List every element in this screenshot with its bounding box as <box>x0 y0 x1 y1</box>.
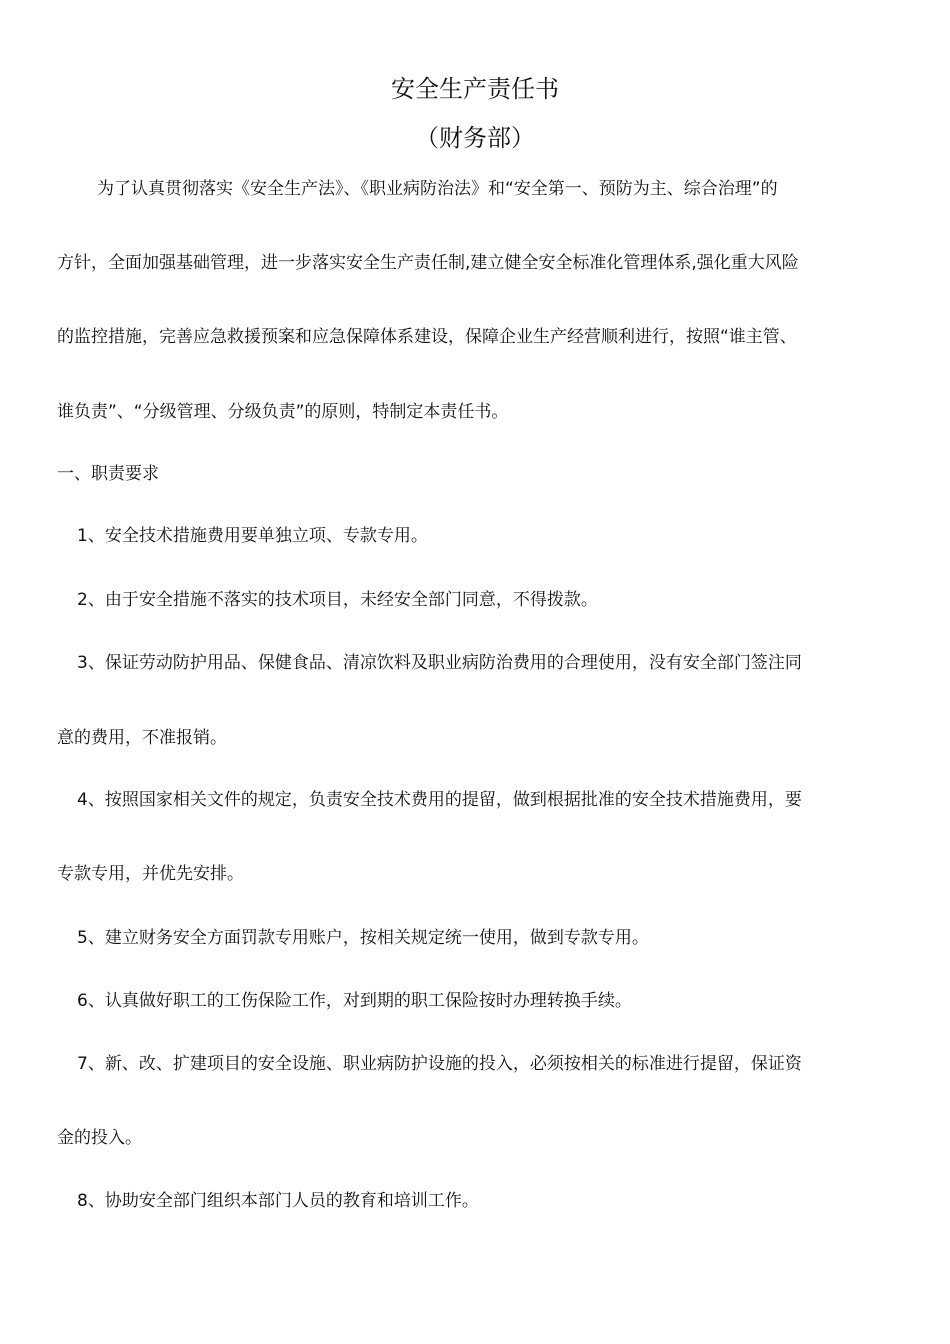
list-item: 2、由于安全措施不落实的技术项目，未经安全部门同意，不得拨款。 <box>77 590 598 610</box>
intro-line: 谁负责”、“分级管理、分级负责”的原则，特制定本责任书。 <box>57 402 509 422</box>
list-item: 1、安全技术措施费用要单独立项、专款专用。 <box>77 526 428 546</box>
list-item: 5、建立财务安全方面罚款专用账户，按相关规定统一使用，做到专款专用。 <box>77 928 649 948</box>
list-item: 4、按照国家相关文件的规定，负责安全技术费用的提留，做到根据批准的安全技术措施费用，要 <box>77 790 802 810</box>
list-item-continuation: 专款专用，并优先安排。 <box>57 864 244 884</box>
intro-line: 为了认真贯彻落实《安全生产法》、《职业病防治法》和“安全第一、预防为主、综合治理”的 <box>97 179 778 199</box>
document-title: 安全生产责任书 <box>391 75 559 103</box>
list-item: 6、认真做好职工的工伤保险工作，对到期的职工保险按时办理转换手续。 <box>77 991 632 1011</box>
department-subtitle: （财务部） <box>415 124 535 152</box>
list-item: 7、新、改、扩建项目的安全设施、职业病防护设施的投入，必须按相关的标准进行提留，保证资 <box>77 1054 802 1074</box>
intro-line: 的监控措施，完善应急救援预案和应急保障体系建设，保障企业生产经营顺利进行，按照“谁主管、 <box>57 327 797 347</box>
list-item: 3、保证劳动防护用品、保健食品、清凉饮料及职业病防治费用的合理使用，没有安全部门签注同 <box>77 653 802 673</box>
list-item: 8、协助安全部门组织本部门人员的教育和培训工作。 <box>77 1191 479 1211</box>
list-item-continuation: 意的费用，不准报销。 <box>57 728 227 748</box>
intro-line: 方针，全面加强基础管理，进一步落实安全生产责任制,建立健全安全标准化管理体系,强化重大风险 <box>57 253 799 273</box>
section-heading: 一、职责要求 <box>57 464 159 484</box>
list-item-continuation: 金的投入。 <box>57 1128 142 1148</box>
